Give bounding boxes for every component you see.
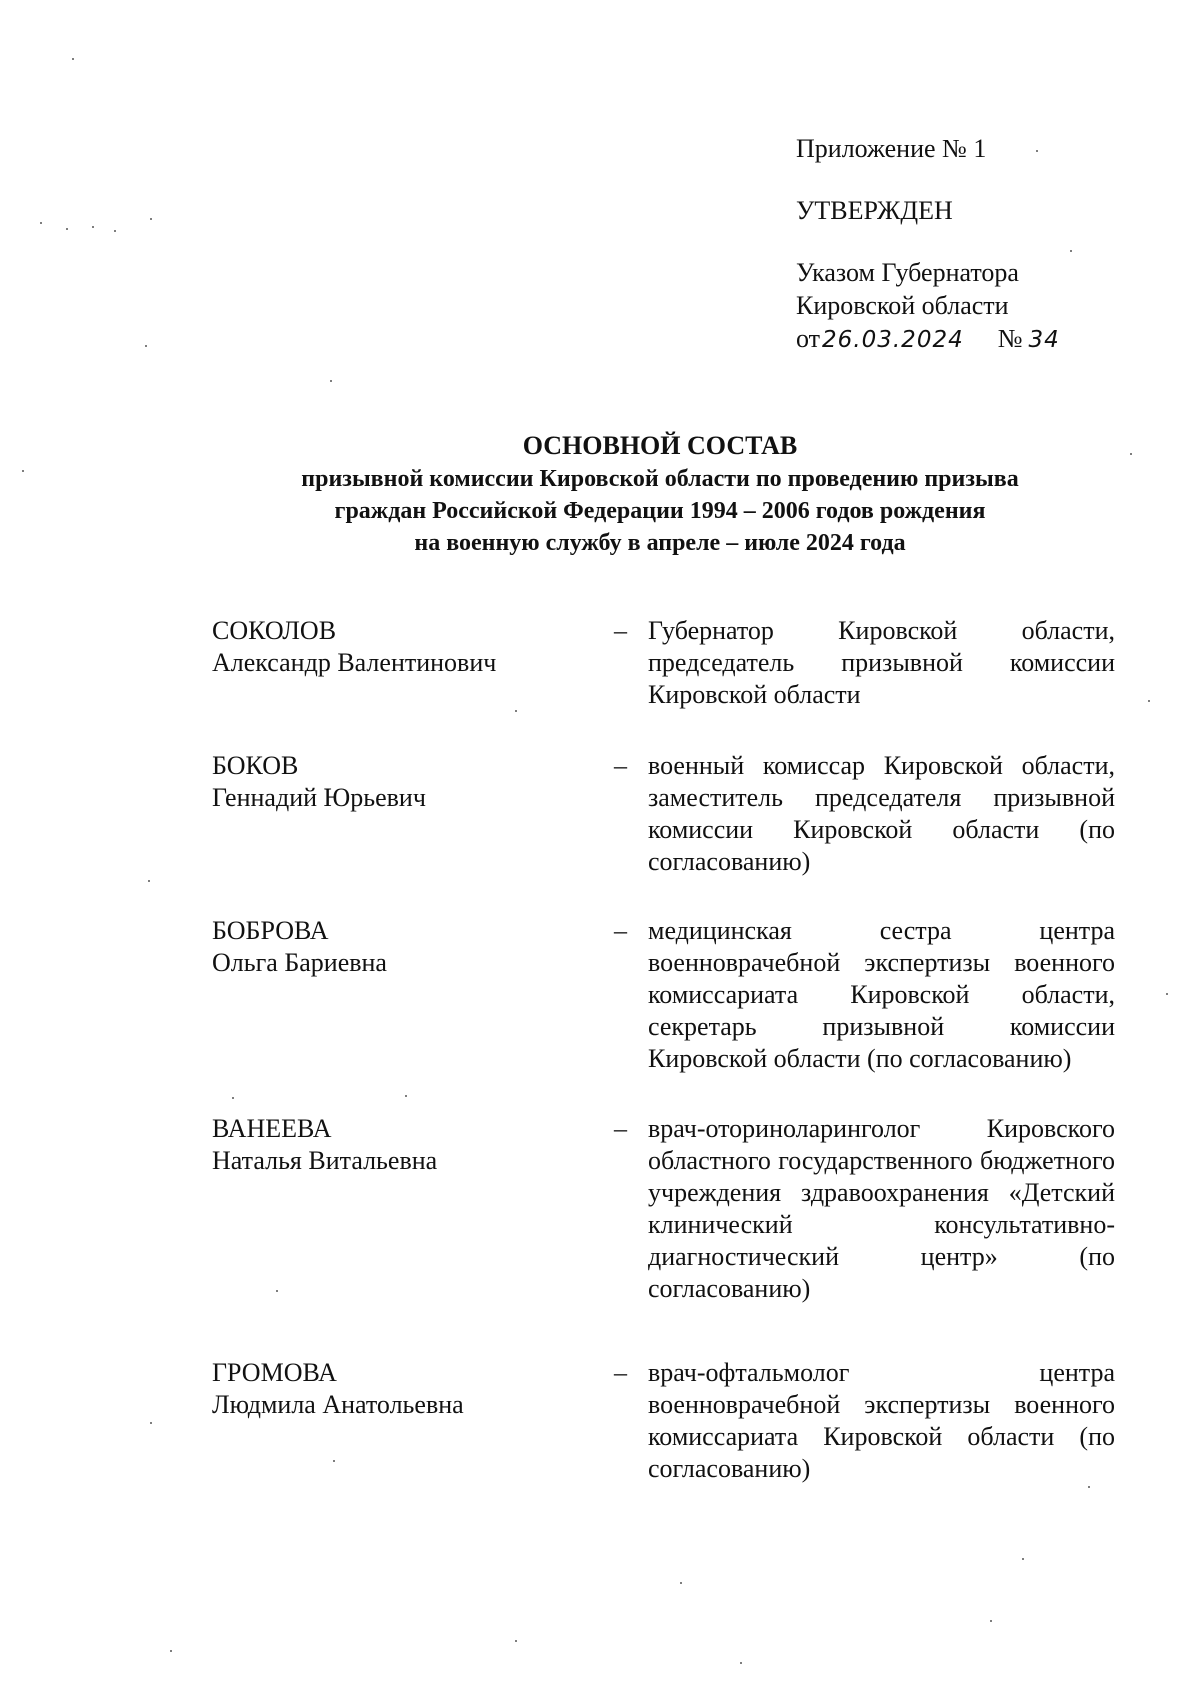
scan-speck [1036, 150, 1038, 152]
scan-speck [276, 1290, 278, 1292]
decree-date-line [796, 322, 1176, 357]
member-role: медицинская сестра центра военноврачебной экспертизы военного комиссариата Кировской области, секретарь призывной комиссии Кировской области (по согласованию) [648, 916, 1115, 1073]
scan-speck [114, 230, 116, 232]
number-prefix: № [997, 324, 1023, 353]
member-dash: – [614, 616, 627, 645]
scan-speck [66, 228, 68, 230]
decree-line-2: Кировской области [796, 291, 1009, 320]
scan-speck [1088, 1486, 1090, 1488]
member-row [212, 615, 1115, 711]
scan-speck [1070, 250, 1072, 252]
scan-speck [22, 470, 24, 472]
scan-speck [740, 1662, 742, 1664]
member-role: врач-офтальмолог центра военноврачебной экспертизы военного комиссариата Кировской области (по согласованию) [648, 1358, 1115, 1483]
member-dash: – [614, 1358, 627, 1387]
member-given-names: Людмила Анатольевна [212, 1390, 464, 1419]
member-surname: СОКОЛОВ [212, 616, 337, 645]
member-surname: ВАНЕЕВА [212, 1114, 332, 1143]
title-line-2: граждан Российской Федерации 1994 – 2006 годов рождения [334, 498, 986, 524]
member-name [212, 1113, 612, 1177]
member-name [212, 750, 612, 814]
title-line-3: на военную службу в апреле – июле 2024 года [414, 530, 906, 556]
scan-speck [333, 1460, 335, 1462]
scan-speck [330, 380, 332, 382]
approval-block [796, 132, 1176, 357]
date-prefix: от [796, 324, 821, 353]
scan-speck [990, 1620, 992, 1622]
member-row [212, 1113, 1115, 1305]
member-surname: БОКОВ [212, 751, 299, 780]
member-dash: – [614, 916, 627, 945]
approved-stamp-text: УТВЕРЖДЕН [796, 196, 953, 225]
scan-speck [150, 1422, 152, 1424]
scan-speck [515, 710, 517, 712]
member-role: Губернатор Кировской области, председатель призывной комиссии Кировской области [648, 616, 1115, 709]
member-row [212, 1357, 1115, 1485]
member-row [212, 750, 1115, 878]
member-given-names: Наталья Витальевна [212, 1146, 438, 1175]
scan-speck [170, 1650, 172, 1652]
scan-speck [405, 1095, 407, 1097]
appendix-label: Приложение № 1 [796, 134, 987, 163]
member-dash: – [614, 751, 627, 780]
scan-speck [145, 345, 147, 347]
title-main: ОСНОВНОЙ СОСТАВ [522, 431, 798, 460]
handwritten-number: 34 [1028, 327, 1060, 353]
scan-speck [40, 222, 42, 224]
scan-speck [680, 1582, 682, 1584]
scan-speck [92, 226, 94, 228]
member-given-names: Александр Валентинович [212, 648, 497, 677]
member-surname: ГРОМОВА [212, 1358, 337, 1387]
member-given-names: Ольга Бариевна [212, 948, 387, 977]
scan-speck [1148, 700, 1150, 702]
member-name [212, 915, 612, 979]
member-row [212, 915, 1115, 1075]
scan-speck [72, 58, 74, 60]
scan-speck [148, 880, 150, 882]
decree-line-1: Указом Губернатора [796, 258, 1019, 287]
scan-speck [1022, 1558, 1024, 1560]
handwritten-date: 26.03.2024 [822, 327, 964, 353]
scan-speck [515, 1640, 517, 1642]
member-given-names: Геннадий Юрьевич [212, 783, 426, 812]
member-role: врач-оториноларинголог Кировского областного государственного бюджетного учреждения здравоохранения «Детский клинический консультативно-диагностический центр» (по согласованию) [648, 1114, 1115, 1303]
member-name [212, 1357, 612, 1421]
member-name [212, 615, 612, 679]
scan-speck [1130, 453, 1132, 455]
scan-speck [1166, 993, 1168, 995]
scan-speck [232, 1097, 234, 1099]
scan-speck [150, 218, 152, 220]
member-surname: БОБРОВА [212, 916, 329, 945]
member-role: военный комиссар Кировской области, заместитель председателя призывной комиссии Кировской области (по согласованию) [648, 751, 1115, 876]
document-title [180, 430, 1140, 559]
member-dash: – [614, 1114, 627, 1143]
title-line-1: призывной комиссии Кировской области по проведению призыва [301, 466, 1019, 492]
